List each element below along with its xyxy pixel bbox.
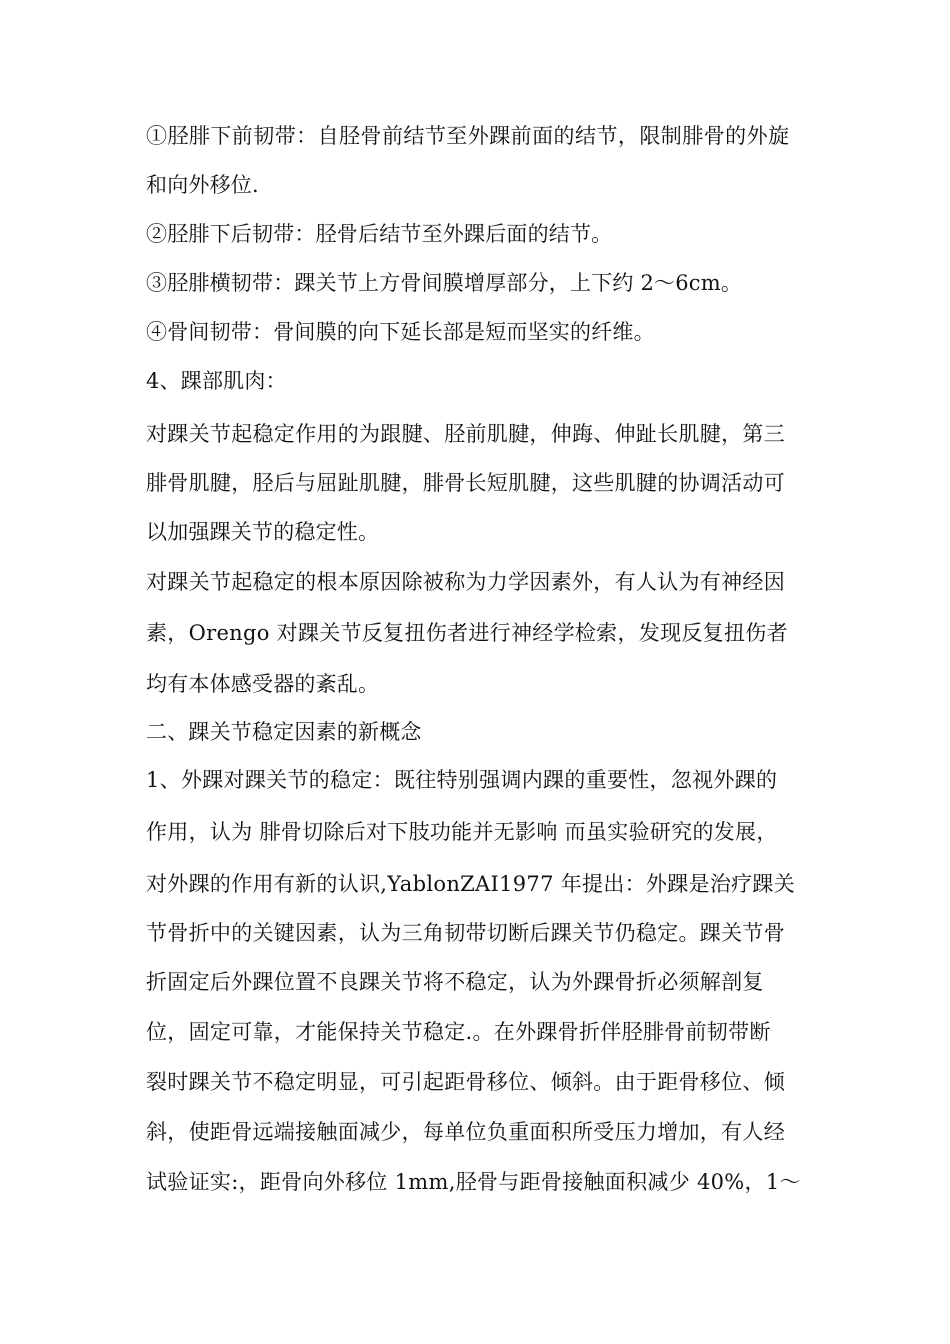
section-heading: 4、踝部肌肉： xyxy=(146,369,287,393)
text-line: 对踝关节起稳定的根本原因除被称为力学因素外，有人认为有神经因 xyxy=(146,570,785,594)
text-line: 节骨折中的关键因素，认为三角韧带切断后踝关节仍稳定。踝关节骨 xyxy=(146,921,785,945)
text-line: 和向外移位. xyxy=(146,173,259,197)
text-line: ③胫腓横韧带：踝关节上方骨间膜增厚部分，上下约 2～6cm。 xyxy=(146,271,743,295)
text-line: 斜，使距骨远端接触面减少，每单位负重面积所受压力增加，有人经 xyxy=(146,1120,785,1144)
text-line: 裂时踝关节不稳定明显，可引起距骨移位、倾斜。由于距骨移位、倾 xyxy=(146,1070,785,1094)
section-heading: 二、踝关节稳定因素的新概念 xyxy=(146,720,422,744)
text-line: 折固定后外踝位置不良踝关节将不稳定，认为外踝骨折必须解剖复 xyxy=(146,970,764,994)
text-line: ②胫腓下后韧带：胫骨后结节至外踝后面的结节。 xyxy=(146,222,613,246)
text-line: 对踝关节起稳定作用的为跟腱、胫前肌腱，伸踇、伸趾长肌腱，第三 xyxy=(146,422,785,446)
text-line: 1、外踝对踝关节的稳定：既往特别强调内踝的重要性，忽视外踝的 xyxy=(146,768,778,792)
text-line: 试验证实:，距骨向外移位 1mm,胫骨与距骨接触面积减少 40%，1～ xyxy=(146,1170,801,1194)
text-line: 对外踝的作用有新的认识,YablonZAI1977 年提出：外踝是治疗踝关 xyxy=(146,872,796,896)
text-line: 素，Orengo 对踝关节反复扭伤者进行神经学检索，发现反复扭伤者 xyxy=(146,621,788,645)
text-line: 均有本体感受器的紊乱。 xyxy=(146,672,380,696)
text-line: ④骨间韧带：骨间膜的向下延长部是短而坚实的纤维。 xyxy=(146,320,655,344)
text-line: 位，固定可靠，才能保持关节稳定.。在外踝骨折伴胫腓骨前韧带断 xyxy=(146,1020,771,1044)
text-line: 作用，认为 腓骨切除后对下肢功能并无影响 而虽实验研究的发展， xyxy=(146,820,778,844)
text-line: 以加强踝关节的稳定性。 xyxy=(146,520,380,544)
text-line: ①胫腓下前韧带：自胫骨前结节至外踝前面的结节，限制腓骨的外旋 xyxy=(146,124,790,148)
text-line: 腓骨肌腱，胫后与屈趾肌腱，腓骨长短肌腱，这些肌腱的协调活动可 xyxy=(146,471,785,495)
